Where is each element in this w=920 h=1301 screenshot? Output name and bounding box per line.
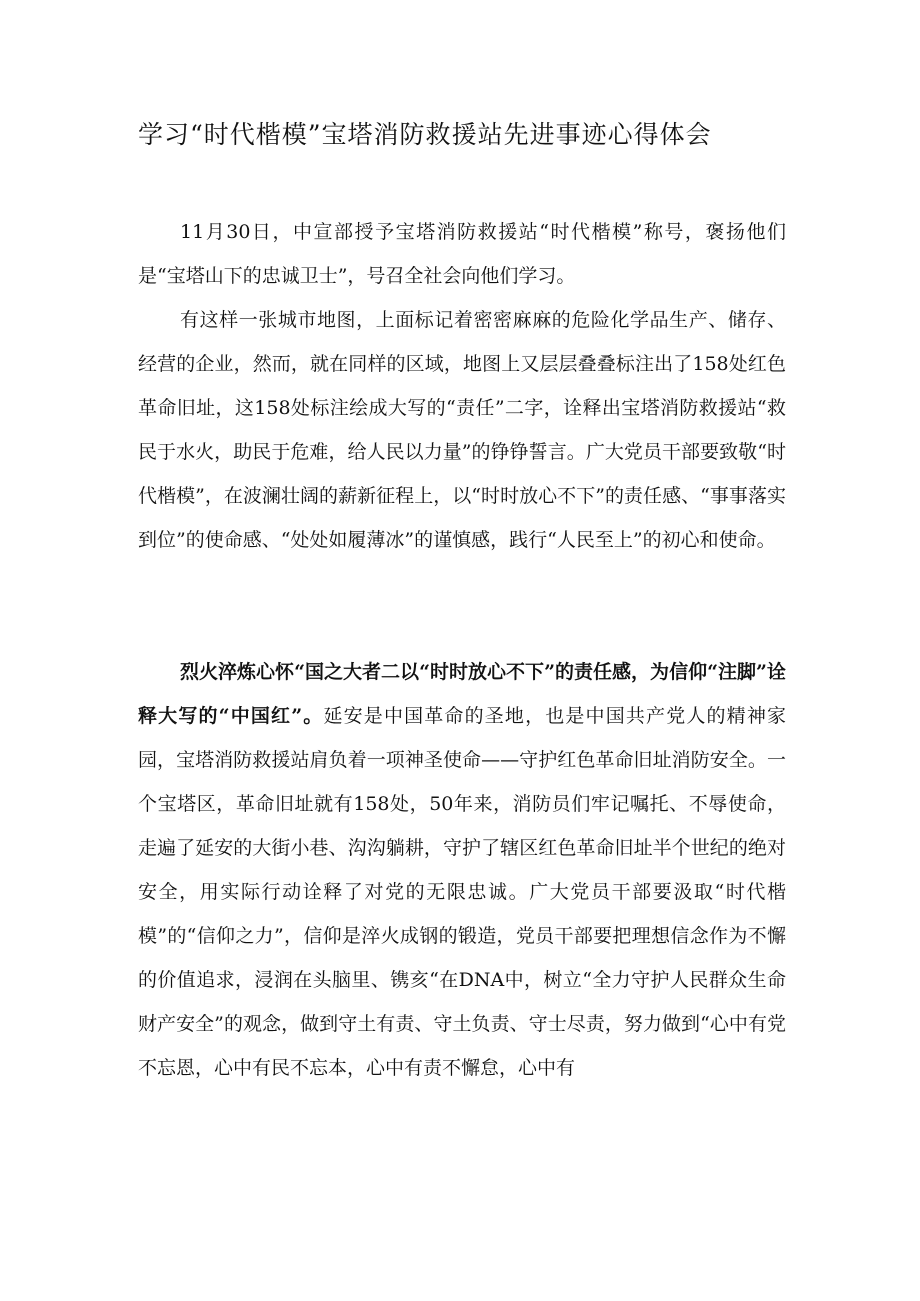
paragraph-3	[138, 650, 786, 1090]
document-title: 学习“时代楷模”宝塔消防救援站先进事迹心得体会	[138, 120, 712, 149]
paragraph-3-bold-lead: 烈火淬炼心怀“国之大者二以“时时放心不下”的责任感，为信仰“注脚”诠释大写的“中国红”。	[138, 661, 786, 727]
paragraph-2: 有这样一张城市地图，上面标记着密密麻麻的危险化学品生产、储存、经营的企业，然而，就在同样的区域，地图上又层层叠叠标注出了158处红色革命旧址，这158处标注绘成大写的“责任”二字，诠释出宝塔消防救援站“救民于水火，助民于危难，给人民以力量”的铮铮誓言。广大党员干部要致敬“时代楷模”，在波澜壮阔的薪新征程上，以“时时放心不下”的责任感、“事事落实到位”的使命感、“处处如履薄冰”的谨慎感，践行“人民至上”的初心和使命。	[138, 309, 786, 551]
paragraph-3-body: 延安是中国革命的圣地，也是中国共产党人的精神家园，宝塔消防救援站肩负着一项神圣使命——守护红色革命旧址消防安全。一个宝塔区，革命旧址就有158处，50年来，消防员们牢记嘱托、不辱使命，走遍了延安的大街小巷、沟沟躺耕，守护了辖区红色革命旧址半个世纪的绝对安全，用实际行动诠释了对党的无限忠诚。广大党员干部要汲取“时代楷模”的“信仰之力”，信仰是淬火成钢的锻造，党员干部要把理想信念作为不懈的价值追求，浸润在头脑里、镌亥“在DNA中，树立“全力守护人民群众生命财产安全”的观念，做到守土有责、守土负责、守士尽责，努力做到“心中有党不忘恩，心中有民不忘本，心中有责不懈怠，心中有	[138, 705, 786, 1079]
paragraph-1: 11月30日，中宣部授予宝塔消防救援站“时代楷模”称号，褒扬他们是“宝塔山下的忠诚卫士”，号召全社会向他们学习。	[138, 221, 786, 287]
